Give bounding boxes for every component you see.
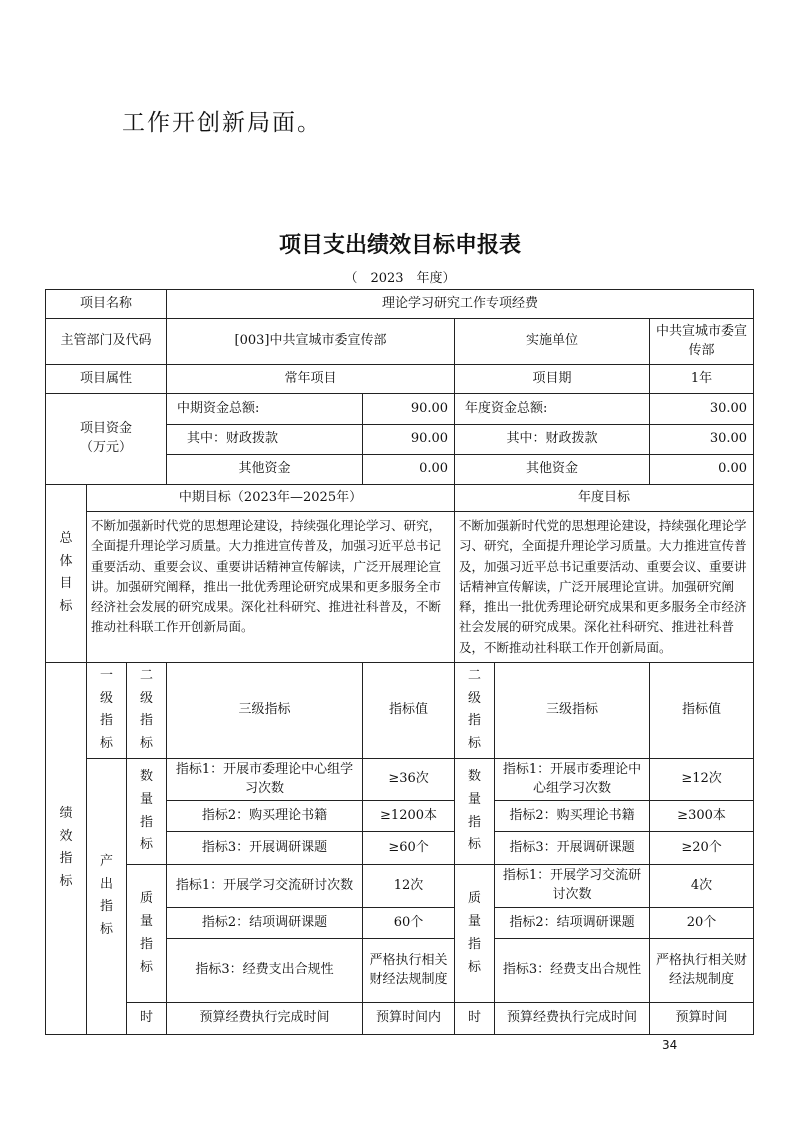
indicator-z2-mid: 指标2：结项调研课题 (167, 908, 363, 939)
value-q3-mid: ≥60个 (363, 832, 455, 865)
year-line: （ 2023 年度） (344, 271, 456, 286)
value-z1-mid: 12次 (363, 865, 455, 908)
value-q2-year: ≥300本 (650, 801, 754, 832)
value-q1-year: ≥12次 (650, 758, 754, 801)
lead-text: 工作开创新局面。 (122, 110, 322, 136)
value-attr: 常年项目 (167, 365, 455, 394)
value-dept: [003]中共宣城市委宣传部 (167, 319, 455, 365)
indicator-q3-year: 指标3：开展调研课题 (495, 832, 650, 865)
value-q3-year: ≥20个 (650, 832, 754, 865)
label-mid-total: 中期资金总额: (167, 394, 363, 425)
value-year-other: 0.00 (650, 455, 754, 485)
value-z2-year: 20个 (650, 908, 754, 939)
mid-goal-text: 不断加强新时代党的思想理论建设，持续强化理论学习、研究，全面提升理论学习质量。大力推进宣传普及，加强习近平总书记重要活动、重要会议、重要讲话精神宣传解读，广泛开展理论宣讲。加强研究阐释，推出一批优秀理论研究成果和更多服务全市经济社会发展的研究成果。深化社科研究、推进社科普及，不断推动社科联工作开创新局面。 (87, 512, 455, 663)
header-level3-mid: 三级指标 (167, 662, 363, 758)
indicator-t1-mid: 预算经费执行完成时间 (167, 1003, 363, 1035)
label-project-name: 项目名称 (46, 290, 167, 319)
header-level1: 一 级 指 标 (87, 662, 127, 758)
value-mid-fiscal: 90.00 (363, 425, 455, 455)
label-performance-indicator: 绩 效 指 标 (46, 662, 87, 1034)
value-z3-year: 严格执行相关财经法规制度 (650, 939, 754, 1003)
year-goal-text: 不断加强新时代党的思想理论建设，持续强化理论学习、研究，全面提升理论学习质量。大力推进宣传普及，加强习近平总书记重要活动、重要会议、重要讲话精神宣传解读，广泛开展理论宣讲。加强研究阐释，推出一批优秀理论研究成果和更多服务全市经济社会发展的研究成果。深化社科研究、推进社科普及，不断推动社科联工作开创新局面。 (455, 512, 754, 663)
header-value-year: 指标值 (650, 662, 754, 758)
value-year-fiscal: 30.00 (650, 425, 754, 455)
value-mid-total: 90.00 (363, 394, 455, 425)
header-level2-mid: 二 级 指 标 (127, 662, 167, 758)
value-z2-mid: 60个 (363, 908, 455, 939)
label-dept: 主管部门及代码 (46, 319, 167, 365)
label-funds: 项目资金 （万元） (46, 394, 167, 485)
label-mid-goal: 中期目标（2023年—2025年） (87, 485, 455, 512)
label-time-mid: 时 (127, 1003, 167, 1035)
header-level3-year: 三级指标 (495, 662, 650, 758)
value-impl-unit: 中共宣城市委宣传部 (650, 319, 754, 365)
indicator-t1-year: 预算经费执行完成时间 (495, 1003, 650, 1035)
label-mid-fiscal: 其中：财政拨款 (167, 425, 363, 455)
header-value-mid: 指标值 (363, 662, 455, 758)
label-time-year: 时 (455, 1003, 495, 1035)
label-overall-goal: 总 体 目 标 (46, 485, 87, 663)
label-year-other: 其他资金 (455, 455, 650, 485)
indicator-q2-year: 指标2：购买理论书籍 (495, 801, 650, 832)
value-year-total: 30.00 (650, 394, 754, 425)
label-year-goal: 年度目标 (455, 485, 754, 512)
value-period: 1年 (650, 365, 754, 394)
label-impl-unit: 实施单位 (455, 319, 650, 365)
performance-goal-table (45, 289, 754, 1035)
value-mid-other: 0.00 (363, 455, 455, 485)
indicator-q1-year: 指标1：开展市委理论中心组学习次数 (495, 758, 650, 801)
value-q1-mid: ≥36次 (363, 758, 455, 801)
label-output-indicator: 产 出 指 标 (87, 758, 127, 1034)
label-quality-year: 质 量 指 标 (455, 865, 495, 1003)
indicator-z1-year: 指标1：开展学习交流研讨次数 (495, 865, 650, 908)
value-z3-mid: 严格执行相关财经法规制度 (363, 939, 455, 1003)
indicator-z3-mid: 指标3：经费支出合规性 (167, 939, 363, 1003)
indicator-q2-mid: 指标2：购买理论书籍 (167, 801, 363, 832)
indicator-z2-year: 指标2：结项调研课题 (495, 908, 650, 939)
value-t1-mid: 预算时间内 (363, 1003, 455, 1035)
label-year-total: 年度资金总额: (455, 394, 650, 425)
page-number: 34 (662, 1038, 678, 1052)
value-t1-year: 预算时间 (650, 1003, 754, 1035)
indicator-q1-mid: 指标1：开展市委理论中心组学习次数 (167, 758, 363, 801)
label-period: 项目期 (455, 365, 650, 394)
indicator-q3-mid: 指标3：开展调研课题 (167, 832, 363, 865)
form-title: 项目支出绩效目标申报表 (278, 233, 521, 258)
indicator-z1-mid: 指标1：开展学习交流研讨次数 (167, 865, 363, 908)
label-quantity-mid: 数 量 指 标 (127, 758, 167, 865)
label-quantity-year: 数 量 指 标 (455, 758, 495, 865)
indicator-z3-year: 指标3：经费支出合规性 (495, 939, 650, 1003)
label-attr: 项目属性 (46, 365, 167, 394)
label-quality-mid: 质 量 指 标 (127, 865, 167, 1003)
value-z1-year: 4次 (650, 865, 754, 908)
header-level2-year: 二 级 指 标 (455, 662, 495, 758)
value-project-name: 理论学习研究工作专项经费 (167, 290, 754, 319)
label-year-fiscal: 其中：财政拨款 (455, 425, 650, 455)
label-mid-other: 其他资金 (167, 455, 363, 485)
value-q2-mid: ≥1200本 (363, 801, 455, 832)
